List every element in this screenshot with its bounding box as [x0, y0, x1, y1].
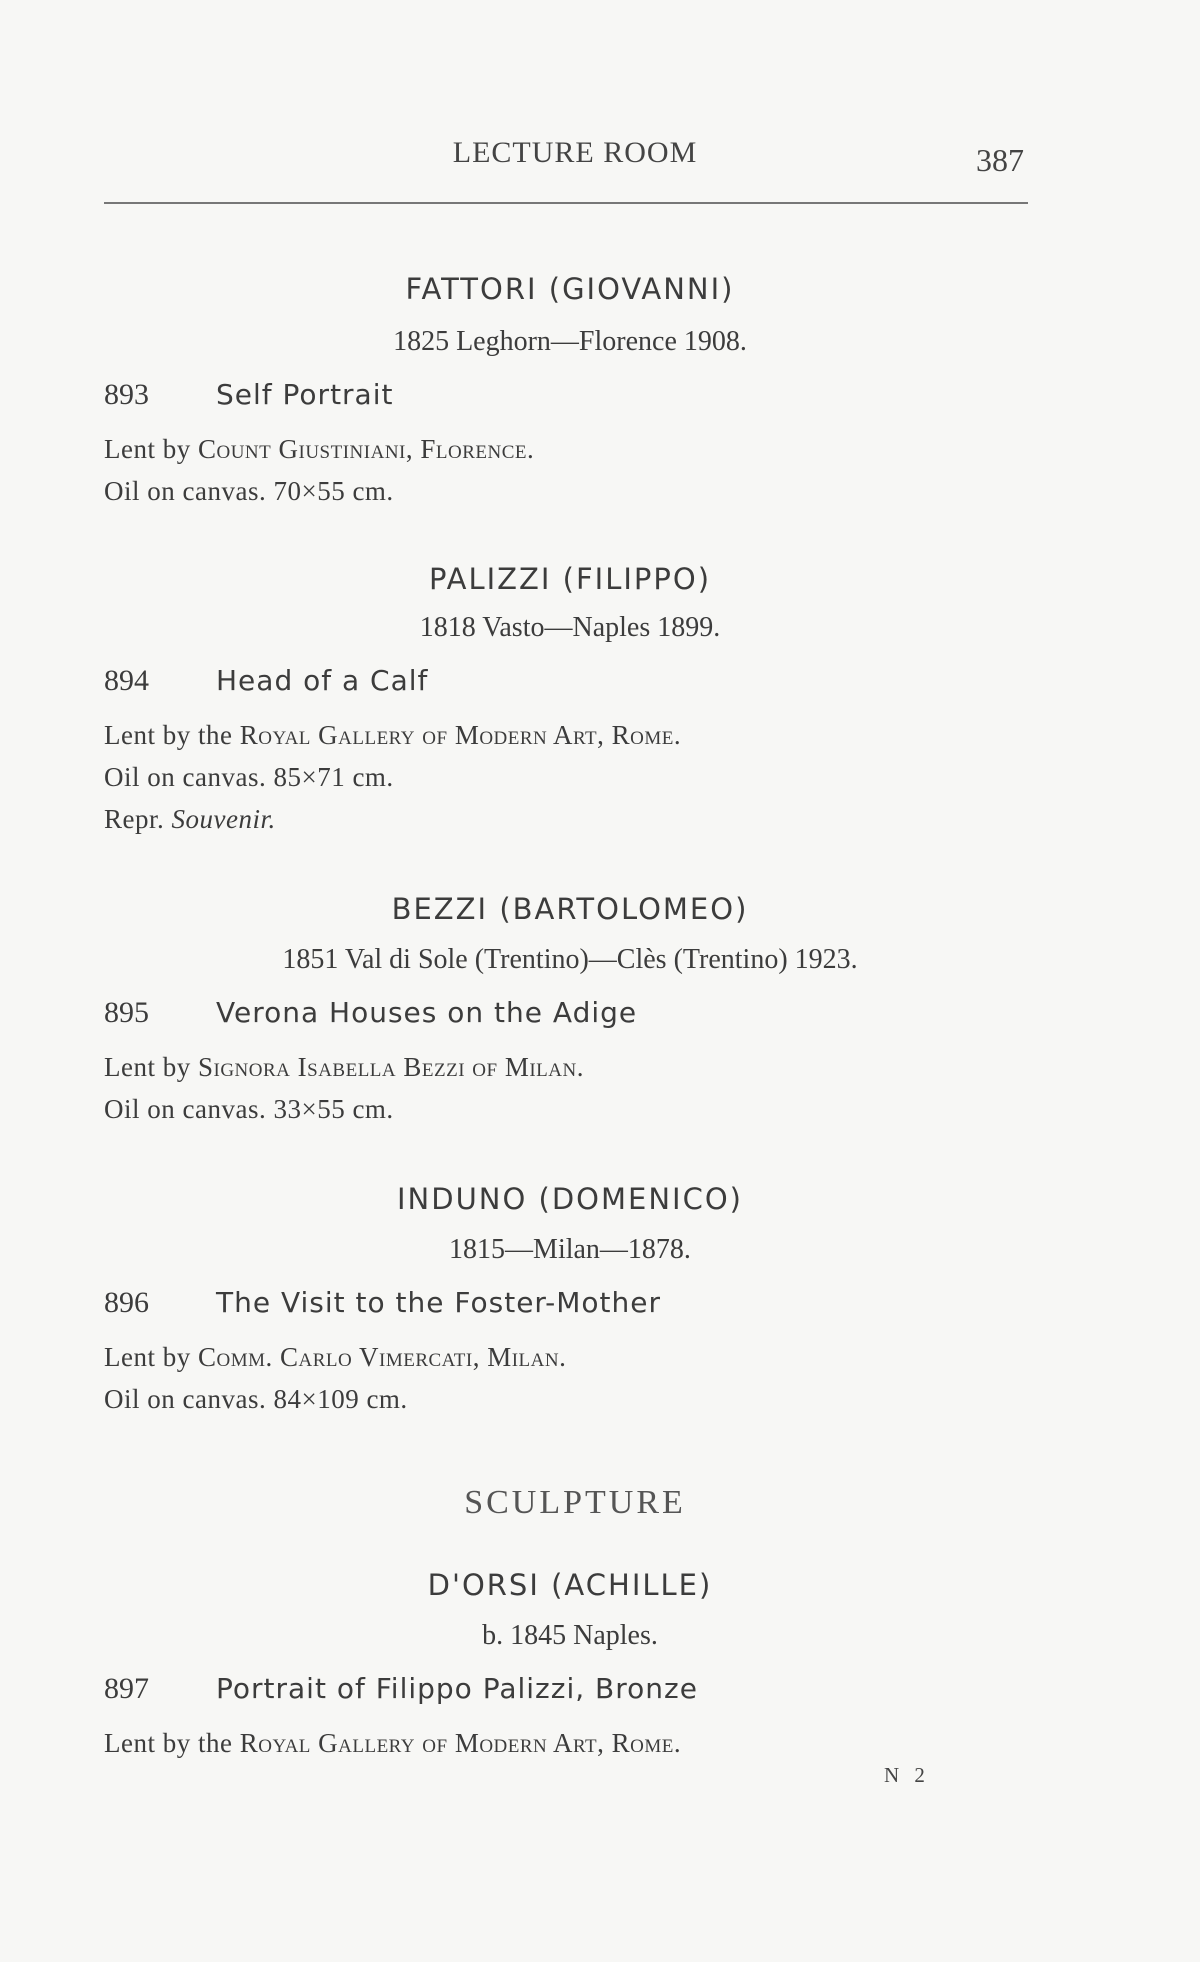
lender-line-896 [104, 1342, 566, 1373]
artist-heading-dorsi: D'ORSI (ACHILLE) [427, 1568, 713, 1602]
lent-by-prefix: Lent by [104, 1342, 198, 1372]
lender-name: Signora Isabella Bezzi of Milan. [197, 1052, 584, 1082]
artist-heading-bezzi: BEZZI (BARTOLOMEO) [391, 892, 749, 926]
entry-title: Verona Houses on the Adige [216, 996, 638, 1029]
entry-number: 894 [104, 664, 149, 697]
entry-title: Self Portrait [216, 378, 394, 411]
lender-line-893 [104, 434, 534, 465]
catalogue-entry-897 [104, 1672, 698, 1706]
medium-line-895: Oil on canvas. 33×55 cm. [104, 1094, 394, 1124]
medium-line-896: Oil on canvas. 84×109 cm. [104, 1384, 408, 1414]
lender-line-897 [104, 1728, 681, 1759]
lent-by-prefix: Lent by [104, 434, 198, 464]
lent-by-prefix: Lent by the [104, 1728, 240, 1758]
medium-line-894: Oil on canvas. 85×71 cm. [104, 762, 394, 792]
repr-prefix: Repr. [104, 804, 172, 834]
lender-line-895 [104, 1052, 584, 1083]
header-rule [104, 202, 1028, 204]
page-number: 387 [976, 142, 1024, 178]
catalogue-entry-894 [104, 664, 428, 698]
catalogue-entry-895 [104, 996, 637, 1030]
lender-line-894 [104, 720, 681, 751]
artist-heading-palizzi: PALIZZI (FILIPPO) [428, 562, 712, 596]
entry-number: 897 [104, 1672, 149, 1705]
artist-heading-induno: INDUNO (DOMENICO) [397, 1182, 743, 1216]
artist-dates-bezzi: 1851 Val di Sole (Trentino)—Clès (Trentino) 1923. [282, 944, 858, 975]
artist-dates-palizzi: 1818 Vasto—Naples 1899. [419, 612, 721, 643]
entry-title: Portrait of Filippo Palizzi, Bronze [216, 1672, 698, 1705]
entry-title: The Visit to the Foster-Mother [216, 1286, 662, 1319]
lender-name: Royal Gallery of Modern Art, Rome. [239, 720, 682, 750]
repr-title: Souvenir. [171, 804, 276, 834]
lender-name: Comm. Carlo Vimercati, Milan. [197, 1342, 567, 1372]
catalogue-entry-896 [104, 1286, 661, 1320]
lent-by-prefix: Lent by [104, 1052, 198, 1082]
artist-dates-induno: 1815—Milan—1878. [449, 1234, 691, 1265]
lender-name: Count Giustiniani, Florence. [197, 434, 535, 464]
reproduction-line-894 [104, 804, 276, 835]
running-head: LECTURE ROOM [452, 136, 698, 169]
catalogue-entry-893 [104, 378, 393, 412]
artist-heading-fattori: FATTORI (GIOVANNI) [405, 272, 735, 306]
entry-title: Head of a Calf [216, 664, 429, 697]
entry-number: 895 [104, 996, 149, 1029]
lender-name: Royal Gallery of Modern Art, Rome. [239, 1728, 682, 1758]
section-heading-sculpture: SCULPTURE [464, 1484, 686, 1521]
artist-dates-fattori: 1825 Leghorn—Florence 1908. [393, 326, 747, 357]
medium-line-893: Oil on canvas. 70×55 cm. [104, 476, 394, 506]
artist-dates-dorsi: b. 1845 Naples. [482, 1620, 658, 1651]
lent-by-prefix: Lent by the [104, 720, 240, 750]
signature-mark: N 2 [884, 1763, 930, 1787]
entry-number: 893 [104, 378, 149, 411]
entry-number: 896 [104, 1286, 149, 1319]
